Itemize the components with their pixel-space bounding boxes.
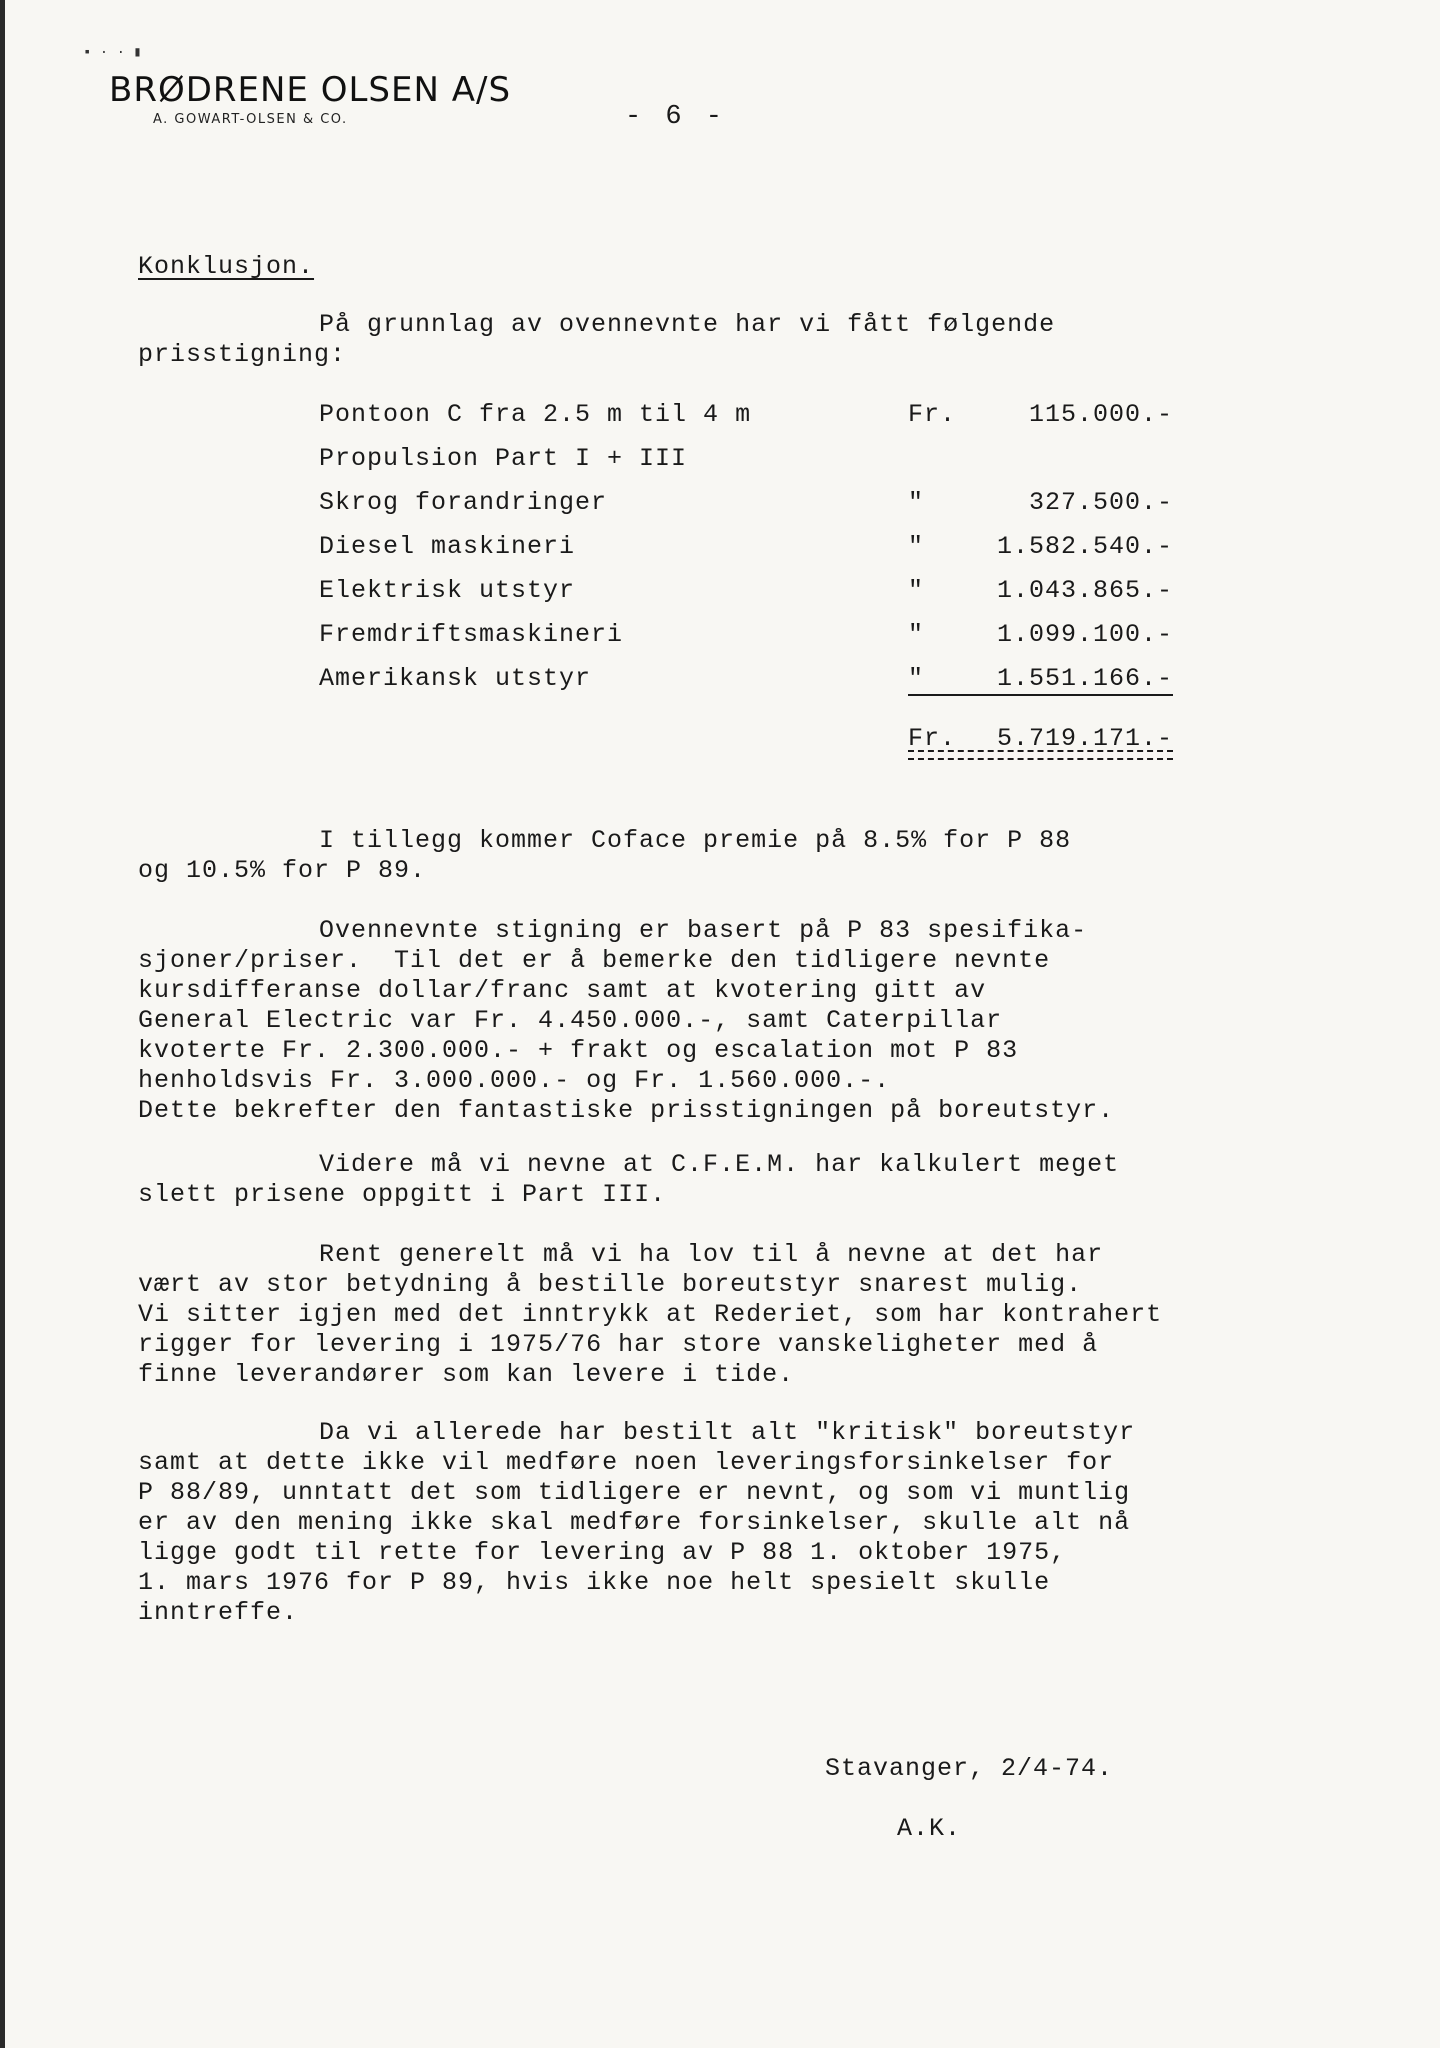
paragraph-line: General Electric var Fr. 4.450.000.-, samt Caterpillar <box>138 1006 1003 1035</box>
paragraph-line: rigger for levering i 1975/76 har store vanskeligheter med å <box>138 1330 1099 1359</box>
cost-item-label: Propulsion Part I + III <box>319 444 688 473</box>
cost-item-label: Skrog forandringer <box>319 488 608 517</box>
cost-item-currency: " <box>908 576 925 605</box>
cost-item-currency: Fr. <box>908 400 957 429</box>
cost-item-label: Elektrisk utstyr <box>319 576 576 605</box>
intro-line-2: prisstigning: <box>138 340 347 369</box>
paragraph-line: og 10.5% for P 89. <box>138 856 427 885</box>
paragraph-line: Dette bekrefter den fantastiske prisstigningen på boreutstyr. <box>138 1096 1115 1125</box>
paragraph-line: kvoterte Fr. 2.300.000.- + frakt og escalation mot P 83 <box>138 1036 1019 1065</box>
cost-item-amount: 1.551.166.- <box>996 664 1173 693</box>
paragraph-line: ligge godt til rette for levering av P 88 1. oktober 1975, <box>138 1538 1067 1567</box>
paragraph-line: kursdifferanse dollar/franc samt at kvotering gitt av <box>138 976 987 1005</box>
cost-item-amount: 327.500.- <box>1028 488 1173 517</box>
cost-item-currency: " <box>908 488 925 517</box>
paragraph-line: P 88/89, unntatt det som tidligere er nevnt, og som vi muntlig <box>138 1478 1131 1507</box>
cost-item-currency: " <box>908 532 925 561</box>
total-double-underline <box>908 750 1173 760</box>
paragraph-line: I tillegg kommer Coface premie på 8.5% for P 88 <box>319 826 1072 855</box>
cost-item-amount: 1.099.100.- <box>996 620 1173 649</box>
cost-item-currency: " <box>908 620 925 649</box>
total-currency: Fr. <box>908 724 957 753</box>
paragraph-line: finne leverandører som kan levere i tide. <box>138 1360 795 1389</box>
subtotal-underline <box>908 694 1173 696</box>
cost-item-label: Fremdriftsmaskineri <box>319 620 624 649</box>
signature-place-date: Stavanger, 2/4-74. <box>825 1754 1114 1783</box>
paragraph-line: vært av stor betydning å bestille boreutstyr snarest mulig. <box>138 1270 1083 1299</box>
paragraph-line: Videre må vi nevne at C.F.E.M. har kalkulert meget <box>319 1150 1120 1179</box>
page-number: - 6 - <box>625 102 727 132</box>
cost-item-label: Diesel maskineri <box>319 532 576 561</box>
paragraph-line: inntreffe. <box>138 1598 299 1627</box>
paragraph-line: 1. mars 1976 for P 89, hvis ikke noe helt spesielt skulle <box>138 1568 1051 1597</box>
paragraph-line: Da vi allerede har bestilt alt "kritisk" boreutstyr <box>319 1418 1136 1447</box>
cost-item-amount: 115.000.- <box>1028 400 1173 429</box>
signature-initials: A.K. <box>897 1814 962 1843</box>
paragraph-line: Ovennevnte stigning er basert på P 83 spesifika- <box>319 916 1088 945</box>
paragraph-line: henholdsvis Fr. 3.000.000.- og Fr. 1.560.000.-. <box>138 1066 891 1095</box>
paragraph-line: slett prisene oppgitt i Part III. <box>138 1180 667 1209</box>
cost-item-currency: " <box>908 664 925 693</box>
cost-item-amount: 1.582.540.- <box>996 532 1173 561</box>
intro-line-1: På grunnlag av ovennevnte har vi fått følgende <box>319 310 1056 339</box>
paragraph-line: Vi sitter igjen med det inntrykk at Rederiet, som har kontrahert <box>138 1300 1163 1329</box>
letterhead-subtitle: A. GOWART-OLSEN & CO. <box>153 112 348 127</box>
paragraph-line: sjoner/priser. Til det er å bemerke den tidligere nevnte <box>138 946 1051 975</box>
cost-item-label: Pontoon C fra 2.5 m til 4 m <box>319 400 752 429</box>
section-heading: Konklusjon. <box>138 252 315 281</box>
paragraph-line: Rent generelt må vi ha lov til å nevne at det har <box>319 1240 1104 1269</box>
paragraph-line: samt at dette ikke vil medføre noen leveringsforsinkelser for <box>138 1448 1115 1477</box>
paragraph-line: er av den mening ikke skal medføre forsinkelser, skulle alt nå <box>138 1508 1131 1537</box>
cost-item-label: Amerikansk utstyr <box>319 664 592 693</box>
cost-item-amount: 1.043.865.- <box>996 576 1173 605</box>
letterhead-company: BRØDRENE OLSEN A/S <box>109 70 512 110</box>
scan-specks: ▪ · · ▮ <box>83 45 142 61</box>
total-amount: 5.719.171.- <box>996 724 1173 753</box>
